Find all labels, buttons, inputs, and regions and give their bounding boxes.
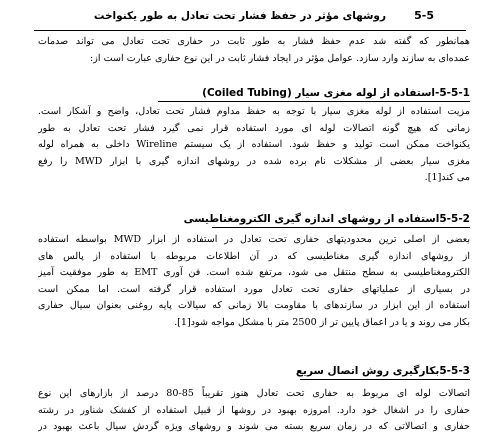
text-line: از روشهای اندازه گیری مغناطیسی که در آن اطلاعات مربوطه با استفاده از پالس های: [38, 250, 470, 262]
section-number: 5-5: [414, 9, 434, 22]
text-line: الکترومغناطیسی به سطح منتقل می شود، مرتفع شده است. فن آوری EMT به طور موفقیت آمیز: [38, 267, 470, 278]
text-line: مزیت استفاده از لوله مغزی سیار با توجه به حفظ مداوم فشار تحت تعادل، واضح و آشکار است.: [38, 106, 470, 117]
subsection-underline: [158, 101, 470, 102]
text-line: یکنواخت ممکن است تولید و حفظ شود. استفاده از یک سیستم Wireline داخلی به همراه لوله: [38, 139, 470, 150]
section-heading: روشهای مؤثر در حفظ فشار تحت تعادل به طور یکنواخت: [93, 10, 386, 22]
subsection-underline: [300, 379, 470, 380]
text-line: اتصالات لوله ای مربوط به حفاری تحت تعادل هنوز تقریباً 85-80 درصد از بازارهای این نوع: [38, 388, 470, 399]
section-title: بکارگیری روش اتصال سریع: [295, 365, 440, 377]
text-line: بکار می روند و یا در اعماق پایین تر از 2500 متر با مشکل مواجه شود[1].: [174, 316, 470, 328]
paragraph: [38, 104, 470, 187]
text-line: حفاری را در اشغال خود دارد. امروزه بهبود در روشها از قبیل استفاده از کفشک شناور در رشته: [38, 404, 470, 416]
text-line: همانطور که گفته شد عدم حفظ فشار به طور ثابت در حفاری تحت تعادل می تواند صدمات: [38, 36, 470, 47]
section-title: استفاده از روشهای اندازه گیری الکترومغناطیسی: [183, 213, 440, 225]
section-number: 5-5-1-: [435, 87, 470, 99]
paragraph: [38, 34, 470, 67]
text-line: می کند[1].: [424, 172, 470, 183]
section-underline: [34, 30, 466, 31]
subsection-heading: [202, 86, 470, 100]
text-line: حفاری و اتصالاتی که در زمان سریع بسته می شوند و روشهای ویژه گردش سیال باعث بهبود در: [38, 421, 470, 432]
text-line: زمانی که هیچ گونه اتصالات لوله ای مورد استفاده قرار نمی گیرد فشار تحت تعادل به طور: [38, 122, 470, 134]
section-title: استفاده از لوله مغزی سیار (Coiled Tubing): [202, 87, 435, 99]
paragraph: [38, 232, 470, 331]
section-number: 5-5-3: [439, 365, 470, 377]
section-number: 5-5-2: [439, 213, 470, 225]
subsection-heading: [184, 212, 470, 226]
text-line: بعضی از اصلی ترین محدودیتهای حفاری تحت تعادل در استفاده از ابزار MWD بواسطه استفاده: [38, 234, 470, 245]
text-line: در بسیاری از عملیاتهای حفاری تحت تعادل مورد استفاده قرار گرفته است. اما ممکن است: [38, 283, 470, 295]
text-line: استفاده از این ابزار در سازندهای با مقاومت بالا زمانی که سیالات پایه روغنی بعنوان سیال حفاری: [38, 300, 470, 311]
subsection-underline: [212, 227, 470, 228]
subsection-heading: [296, 364, 470, 378]
text-line: مغزی سیار بعضی از مشکلات نام برده شده در روشهای اندازه گیری با ابزار MWD را رفع: [38, 155, 470, 167]
text-line: عمده‌ای به سازند وارد سازد. عوامل مؤثر در ایجاد فشار ثابت در این نوع حفاری عبارت است از:: [89, 52, 470, 64]
paragraph: [38, 386, 470, 436]
